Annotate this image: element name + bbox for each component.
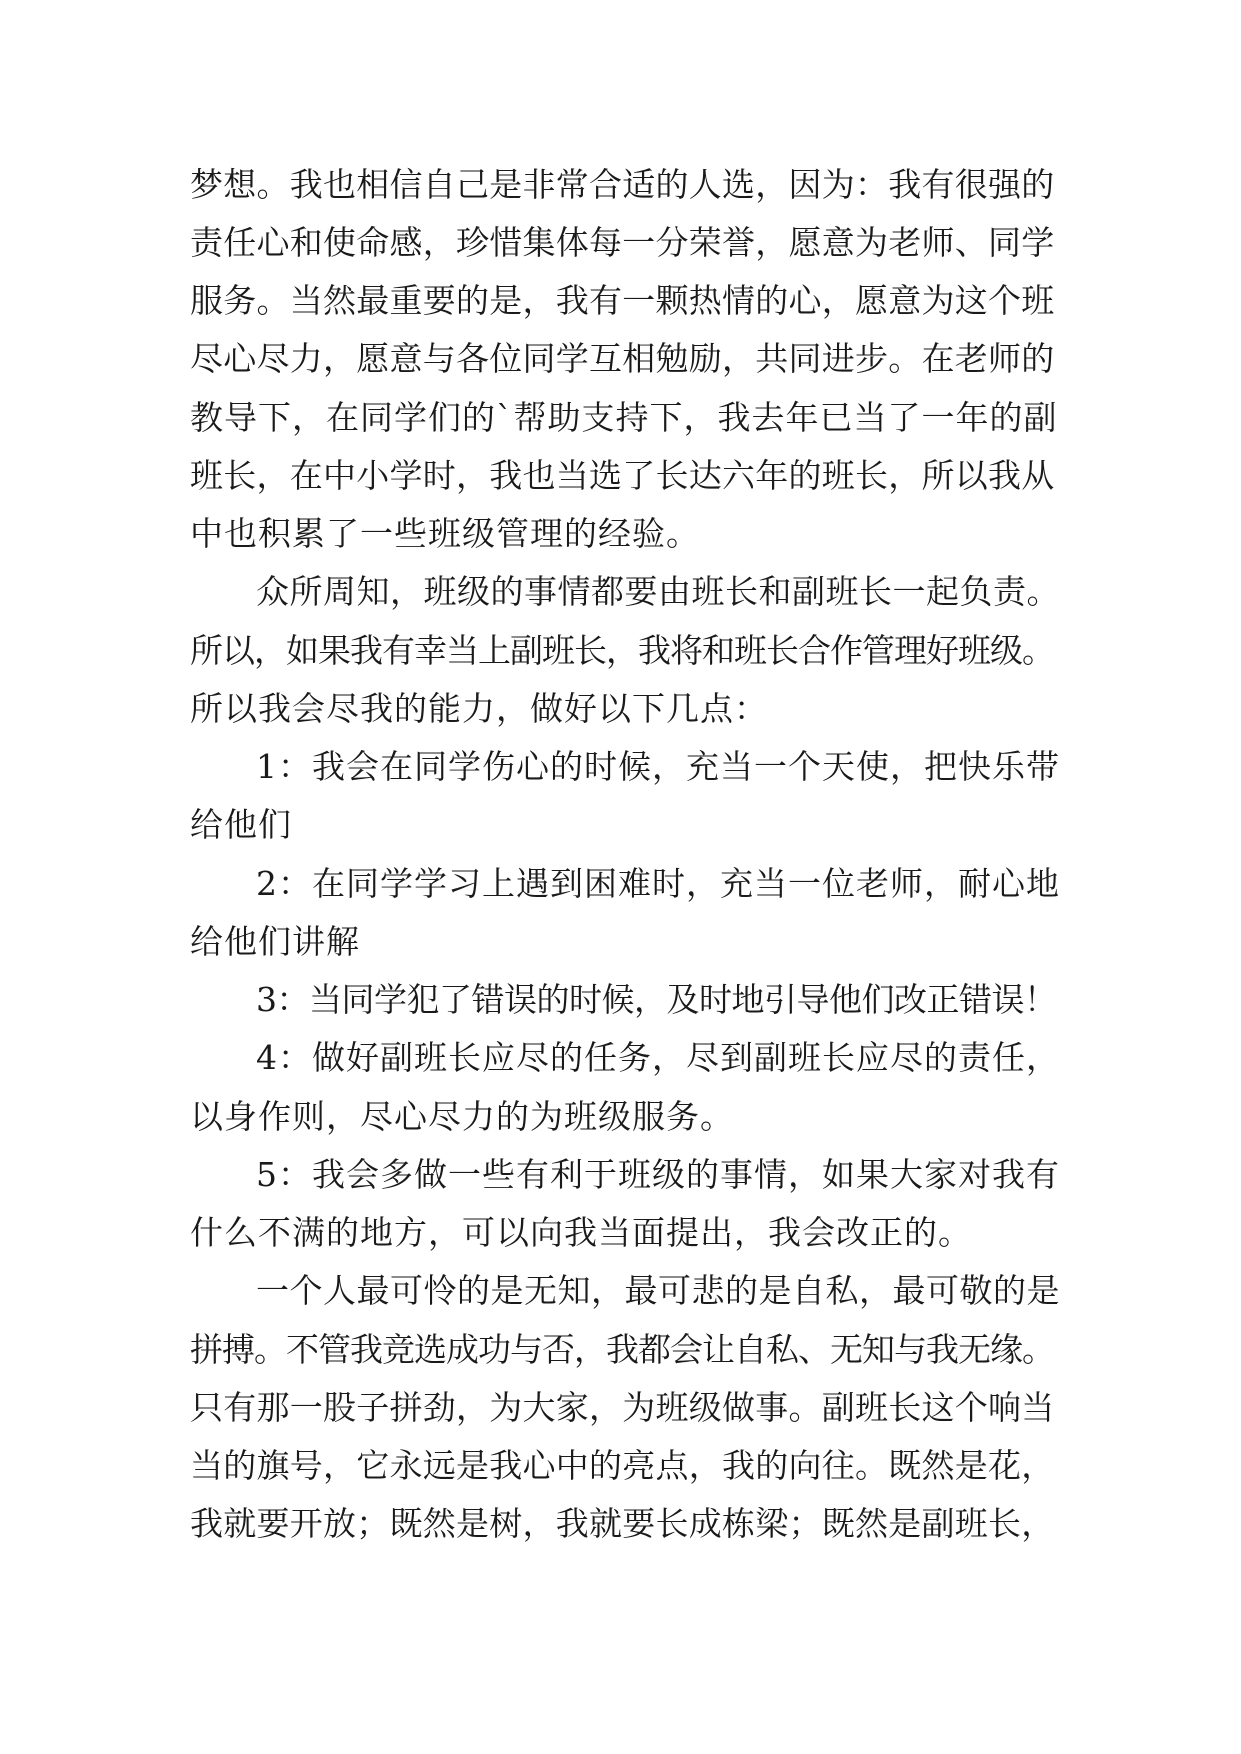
text-line-7: 中也积累了一些班级管理的经验。 <box>190 514 700 553</box>
text-line-5: 教导下，在同学们的`帮助支持下，我去年已当了一年的副 <box>190 398 1058 437</box>
text-line-20: 一个人最可怜的是无知，最可悲的是自私，最可敬的是 <box>256 1271 1060 1310</box>
text-line-18: 5：我会多做一些有利于班级的事情，如果大家对我有 <box>256 1155 1060 1194</box>
text-line-4: 尽心尽力，愿意与各位同学互相勉励，共同进步。在老师的 <box>190 339 1055 378</box>
text-line-10: 所以我会尽我的能力，做好以下几点： <box>190 689 768 728</box>
text-line-12: 给他们 <box>190 805 292 844</box>
text-line-17: 以身作则，尽心尽力的为班级服务。 <box>190 1097 734 1136</box>
text-line-9: 所以，如果我有幸当上副班长，我将和班长合作管理好班级。 <box>190 631 1054 670</box>
text-line-24: 我就要开放；既然是树，我就要长成栋梁；既然是副班长， <box>190 1504 1055 1543</box>
text-line-15: 3：当同学犯了错误的时候，及时地引导他们改正错误！ <box>256 980 1057 1019</box>
text-line-21: 拼搏。不管我竞选成功与否，我都会让自私、无知与我无缘。 <box>190 1330 1054 1369</box>
text-line-23: 当的旗号，它永远是我心中的亮点，我的向往。既然是花， <box>190 1446 1055 1485</box>
text-line-8: 众所周知，班级的事情都要由班长和副班长一起负责。 <box>256 572 1060 611</box>
text-line-16: 4：做好副班长应尽的任务，尽到副班长应尽的责任， <box>256 1038 1060 1077</box>
text-line-11: 1：我会在同学伤心的时候，充当一个天使，把快乐带 <box>256 747 1060 786</box>
text-line-3: 服务。当然最重要的是，我有一颗热情的心，愿意为这个班 <box>190 281 1055 320</box>
text-line-22: 只有那一股子拼劲，为大家，为班级做事。副班长这个响当 <box>190 1388 1055 1427</box>
text-line-13: 2：在同学学习上遇到困难时，充当一位老师，耐心地 <box>256 864 1060 903</box>
text-line-2: 责任心和使命感，珍惜集体每一分荣誉，愿意为老师、同学 <box>190 223 1055 262</box>
text-line-1: 梦想。我也相信自己是非常合适的人选，因为：我有很强的 <box>190 165 1055 204</box>
text-line-14: 给他们讲解 <box>190 922 360 961</box>
text-line-6: 班长，在中小学时，我也当选了长达六年的班长，所以我从 <box>190 456 1055 495</box>
text-line-19: 什么不满的地方，可以向我当面提出，我会改正的。 <box>190 1213 972 1252</box>
